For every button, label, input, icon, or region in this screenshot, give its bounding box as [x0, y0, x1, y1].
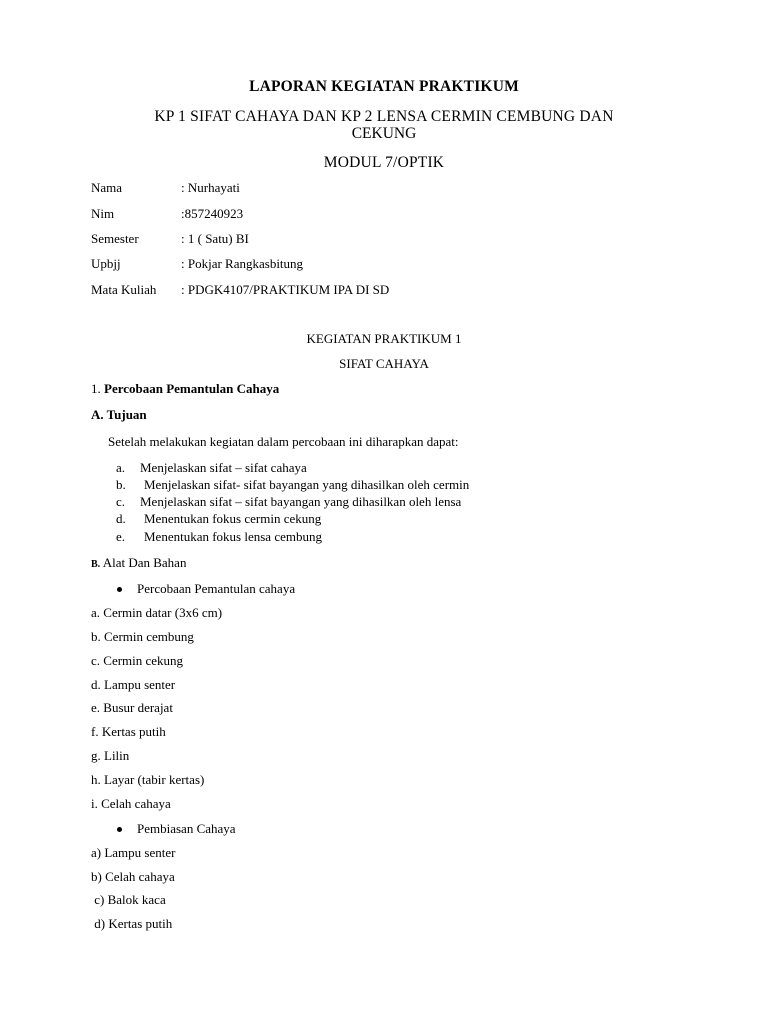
list-item: Menjelaskan sifat- sifat bayangan yang dihasilkan oleh cermin — [144, 477, 470, 492]
tujuan-heading: A. Tujuan — [91, 407, 147, 422]
identity-label: Nama — [91, 180, 123, 195]
document-subtitle-line1: KP 1 SIFAT CAHAYA DAN KP 2 LENSA CERMIN CEMBUNG DAN — [154, 108, 614, 125]
experiment-title — [91, 381, 279, 397]
list-item: a. Cermin datar (3x6 cm) — [91, 605, 223, 620]
list-item-letter: e. — [116, 529, 126, 544]
alat-prefix: B. — [91, 559, 101, 570]
list-item: Menjelaskan sifat – sifat bayangan yang dihasilkan oleh lensa — [140, 494, 462, 509]
alat-heading-text: Alat Dan Bahan — [100, 555, 187, 570]
list-item: e. Busur derajat — [91, 700, 173, 715]
identity-label: Mata Kuliah — [91, 282, 157, 297]
list-item: h. Layar (tabir kertas) — [91, 772, 205, 787]
list-item-letter: c. — [116, 494, 126, 509]
alat-heading — [91, 555, 186, 573]
list-item: i. Celah cahaya — [91, 796, 171, 811]
list-item-letter: b. — [116, 477, 126, 492]
list-item: g. Lilin — [91, 748, 130, 763]
identity-label: Upbjj — [91, 256, 121, 271]
list-item: d. Lampu senter — [91, 677, 176, 692]
experiment-number: 1. — [91, 381, 104, 396]
experiment-name: Percobaan Pemantulan Cahaya — [104, 381, 280, 396]
document-title: LAPORAN KEGIATAN PRAKTIKUM — [249, 78, 519, 95]
group1-title: Percobaan Pemantulan cahaya — [137, 581, 296, 596]
section-heading: KEGIATAN PRAKTIKUM 1 — [306, 331, 462, 346]
identity-value: : PDGK4107/PRAKTIKUM IPA DI SD — [181, 282, 390, 297]
identity-value: : 1 ( Satu) BI — [181, 231, 249, 246]
module-title: MODUL 7/OPTIK — [323, 154, 445, 171]
list-item: d) Kertas putih — [91, 916, 173, 931]
section-subheading: SIFAT CAHAYA — [339, 356, 429, 371]
group2-title: Pembiasan Cahaya — [137, 821, 236, 836]
list-item: b. Cermin cembung — [91, 629, 194, 644]
list-item: c) Balok kaca — [91, 892, 166, 907]
list-item: f. Kertas putih — [91, 724, 166, 739]
identity-value: : Pokjar Rangkasbitung — [181, 256, 304, 271]
bullet-icon — [117, 827, 122, 832]
list-item-letter: a. — [116, 460, 126, 475]
list-item: a) Lampu senter — [91, 845, 176, 860]
document-subtitle-line2: CEKUNG — [351, 125, 417, 142]
bullet-icon — [117, 587, 122, 592]
list-item: b) Celah cahaya — [91, 869, 175, 884]
list-item: Menentukan fokus cermin cekung — [144, 511, 322, 526]
list-item: Menjelaskan sifat – sifat cahaya — [140, 460, 307, 475]
identity-value: :857240923 — [181, 206, 244, 221]
list-item-letter: d. — [116, 511, 126, 526]
list-item: Menentukan fokus lensa cembung — [144, 529, 322, 544]
identity-value: : Nurhayati — [181, 180, 240, 195]
tujuan-intro: Setelah melakukan kegiatan dalam percobaan ini diharapkan dapat: — [108, 434, 459, 449]
identity-label: Nim — [91, 206, 115, 221]
identity-label: Semester — [91, 231, 139, 246]
list-item: c. Cermin cekung — [91, 653, 184, 668]
